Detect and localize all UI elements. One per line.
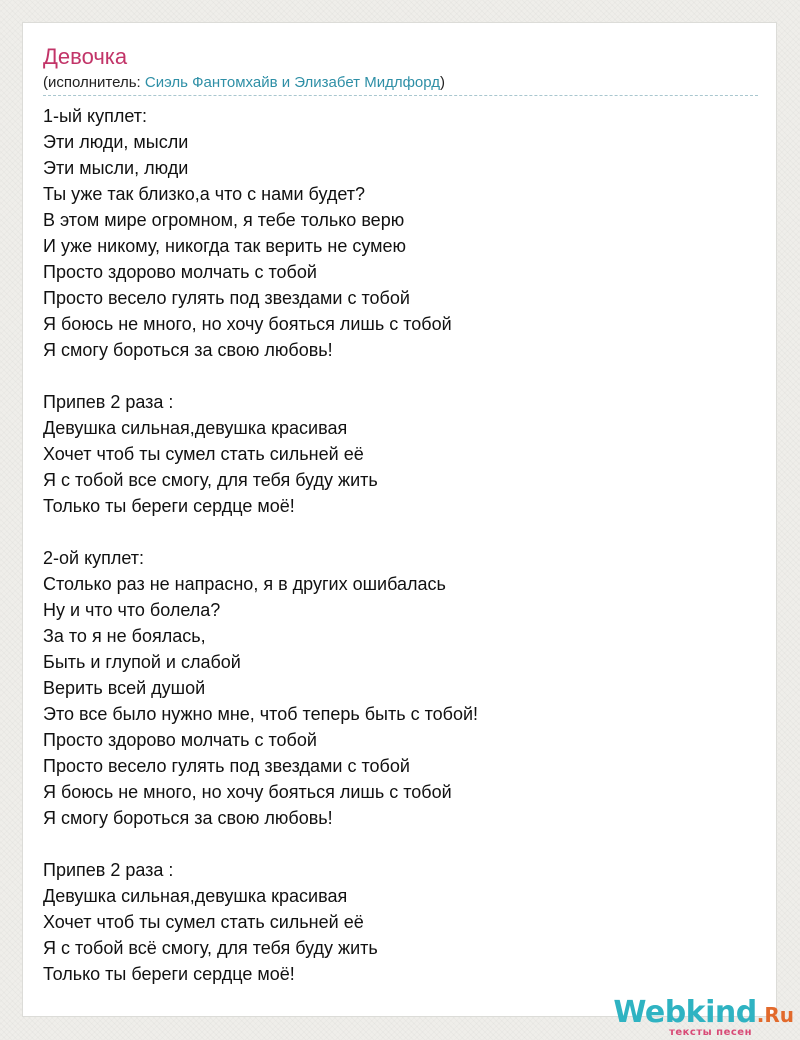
logo-word: Webkind	[613, 995, 757, 1030]
performer-line	[43, 73, 445, 93]
lyrics-card	[22, 22, 777, 1017]
lyric-line: Столько раз не напрасно, я в других ошибалась	[43, 574, 446, 594]
lyric-line: В этом мире огромном, я тебе только верю	[43, 210, 405, 230]
lyric-line: Припев 2 раза :	[43, 860, 174, 880]
lyric-line: Я смогу бороться за свою любовь!	[43, 340, 333, 360]
lyric-line: За то я не боялась,	[43, 626, 206, 646]
lyric-line: И уже никому, никогда так верить не сумею	[43, 236, 407, 256]
lyric-blank-line	[43, 363, 758, 389]
lyric-line: 1-ый куплет:	[43, 106, 147, 126]
lyric-line: Я с тобой всё смогу, для тебя буду жить	[43, 938, 378, 958]
lyric-blank-line	[43, 831, 758, 857]
lyric-line: Я с тобой все смогу, для тебя буду жить	[43, 470, 378, 490]
site-logo[interactable]	[604, 996, 794, 1038]
lyric-line: Девушка сильная,девушка красивая	[43, 418, 348, 438]
performer-suffix: )	[440, 74, 446, 91]
lyric-line: Эти люди, мысли	[43, 132, 189, 152]
song-title: Девочка	[43, 44, 128, 69]
lyric-line: Эти мысли, люди	[43, 158, 189, 178]
lyric-line: Это все было нужно мне, чтоб теперь быть с тобой!	[43, 704, 479, 724]
performer-prefix: (исполнитель:	[43, 74, 145, 91]
lyric-line: Хочет чтоб ты сумел стать сильней её	[43, 912, 364, 932]
lyric-line: Ну и что что болела?	[43, 600, 221, 620]
lyric-line: Только ты береги сердце моё!	[43, 964, 295, 984]
logo-tagline: тексты песен	[669, 1027, 752, 1038]
lyric-line: Хочет чтоб ты сумел стать сильней её	[43, 444, 364, 464]
lyric-line: Просто весело гулять под звездами с тобой	[43, 288, 410, 308]
lyrics-text	[43, 103, 758, 987]
lyric-line: Просто здорово молчать с тобой	[43, 262, 317, 282]
lyric-line: Просто весело гулять под звездами с тобой	[43, 756, 410, 776]
lyric-line: Девушка сильная,девушка красивая	[43, 886, 348, 906]
lyric-blank-line	[43, 519, 758, 545]
dashed-divider	[43, 95, 758, 96]
lyric-line: Я смогу бороться за свою любовь!	[43, 808, 333, 828]
lyric-line: Просто здорово молчать с тобой	[43, 730, 317, 750]
lyric-line: Я боюсь не много, но хочу бояться лишь с тобой	[43, 782, 452, 802]
lyric-line: Верить всей душой	[43, 678, 206, 698]
lyric-line: 2-ой куплет:	[43, 548, 145, 568]
lyric-line: Быть и глупой и слабой	[43, 652, 241, 672]
performer-link[interactable]: Сиэль Фантомхайв и Элизабет Мидлфорд	[144, 74, 441, 91]
lyric-line: Ты уже так близко,а что с нами будет?	[43, 184, 366, 204]
logo-tld: .Ru	[756, 1003, 794, 1027]
lyric-line: Припев 2 раза :	[43, 392, 174, 412]
lyric-line: Только ты береги сердце моё!	[43, 496, 295, 516]
lyric-line: Я боюсь не много, но хочу бояться лишь с тобой	[43, 314, 452, 334]
